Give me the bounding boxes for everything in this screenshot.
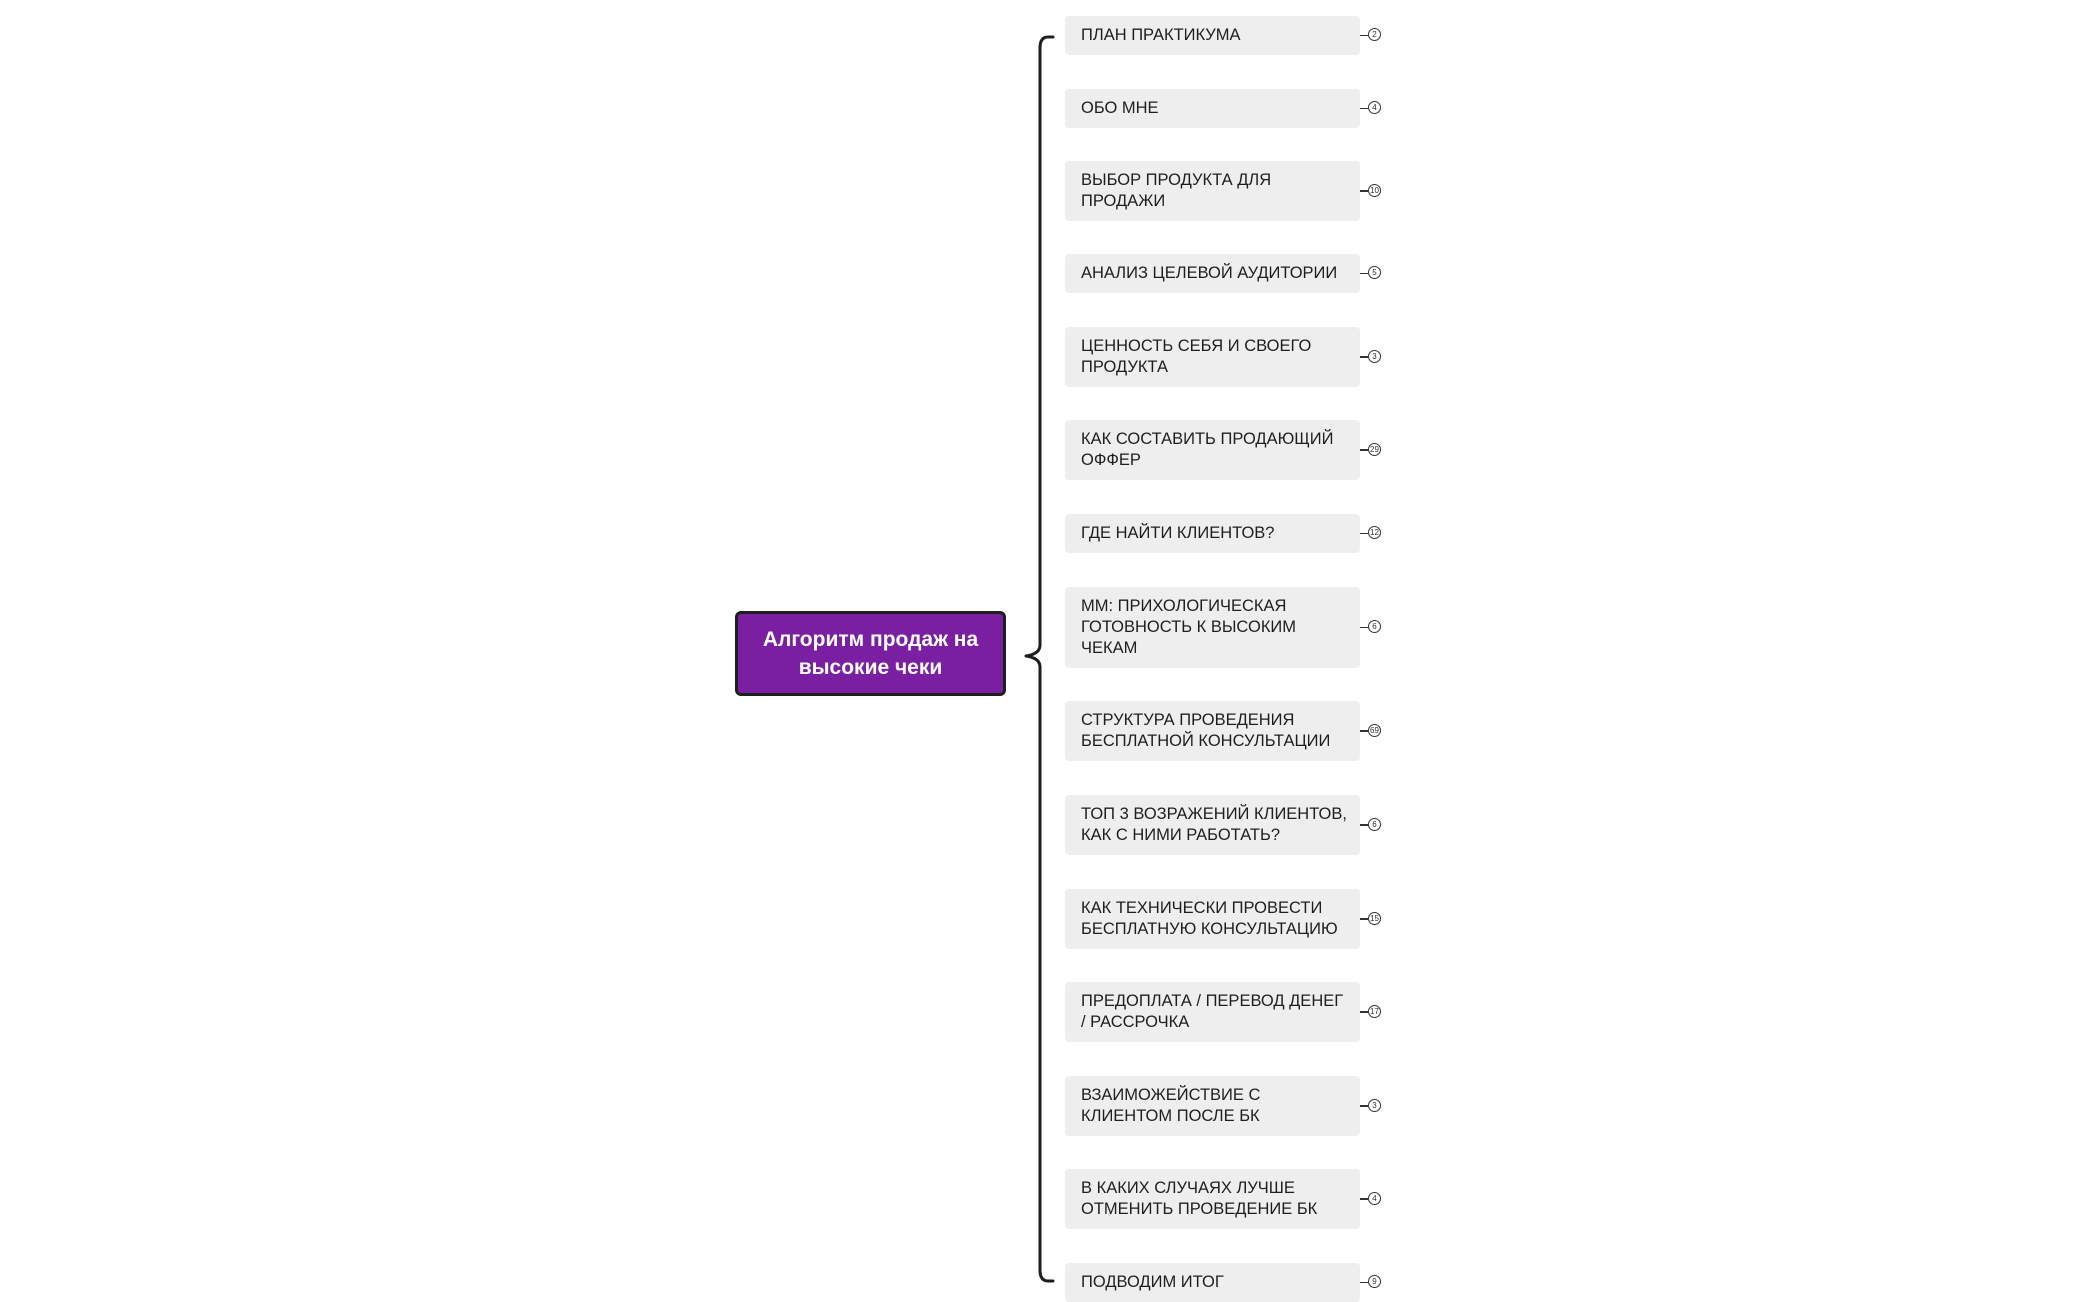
- subtopic-node[interactable]: [1065, 587, 1377, 668]
- collapsed-count-badge[interactable]: 5: [1368, 266, 1381, 279]
- collapsed-count-badge[interactable]: 3: [1368, 1099, 1381, 1112]
- collapsed-count-badge[interactable]: 17: [1368, 1005, 1381, 1018]
- subtopic-node[interactable]: [1065, 327, 1377, 387]
- collapsed-count-badge[interactable]: 3: [1368, 350, 1381, 363]
- collapse-connector: [1360, 1198, 1368, 1200]
- collapse-connector: [1360, 449, 1368, 451]
- collapsed-count-badge[interactable]: 69: [1368, 724, 1381, 737]
- subtopic-label: ОБО МНЕ: [1081, 99, 1159, 117]
- subtopic-label: АНАЛИЗ ЦЕЛЕВОЙ АУДИТОРИИ: [1081, 264, 1338, 282]
- collapsed-count-badge[interactable]: 10: [1368, 184, 1381, 197]
- collapsed-count-badge[interactable]: 12: [1368, 526, 1381, 539]
- subtopic-label: ВЗАИМОЖЕЙСТВИЕ С КЛИЕНТОМ ПОСЛЕ БК: [1081, 1086, 1261, 1125]
- subtopic-node[interactable]: [1065, 420, 1379, 480]
- subtopic-node[interactable]: [1065, 16, 1377, 55]
- subtopic-node[interactable]: [1065, 795, 1377, 855]
- collapse-connector: [1360, 356, 1368, 358]
- subtopic-label: В КАКИХ СЛУЧАЯХ ЛУЧШЕ ОТМЕНИТЬ ПРОВЕДЕНИЕ БК: [1081, 1179, 1318, 1218]
- collapse-connector: [1360, 190, 1368, 192]
- subtopic-label: ПОДВОДИМ ИТОГ: [1081, 1273, 1224, 1291]
- collapsed-count-badge[interactable]: 9: [1368, 1275, 1381, 1288]
- subtopic-label: ПЛАН ПРАКТИКУМА: [1081, 26, 1241, 44]
- subtopic-node[interactable]: [1065, 514, 1379, 553]
- collapse-connector: [1360, 108, 1368, 110]
- subtopic-label: ММ: ПРИХОЛОГИЧЕСКАЯ ГОТОВНОСТЬ К ВЫСОКИМ ЧЕКАМ: [1081, 597, 1297, 657]
- collapse-connector: [1360, 918, 1368, 920]
- subtopic-label: СТРУКТУРА ПРОВЕДЕНИЯ БЕСПЛАТНОЙ КОНСУЛЬТАЦИИ: [1081, 711, 1331, 750]
- subtopic-label: ТОП 3 ВОЗРАЖЕНИЙ КЛИЕНТОВ, КАК С НИМИ РАБОТАТЬ?: [1081, 805, 1347, 844]
- collapse-connector: [1360, 824, 1368, 826]
- subtopic-node[interactable]: [1065, 889, 1379, 949]
- collapsed-count-badge[interactable]: 6: [1368, 818, 1381, 831]
- subtopic-label: ВЫБОР ПРОДУКТА ДЛЯ ПРОДАЖИ: [1081, 171, 1272, 210]
- subtopic-node[interactable]: [1065, 89, 1377, 128]
- subtopic-node[interactable]: [1065, 1263, 1377, 1302]
- subtopic-node[interactable]: [1065, 982, 1379, 1042]
- subtopic-label: КАК ТЕХНИЧЕСКИ ПРОВЕСТИ БЕСПЛАТНУЮ КОНСУЛЬТАЦИЮ: [1081, 899, 1338, 938]
- collapsed-count-badge[interactable]: 2: [1368, 28, 1381, 41]
- subtopic-label: КАК СОСТАВИТЬ ПРОДАЮЩИЙ ОФФЕР: [1081, 430, 1334, 469]
- collapse-connector: [1360, 730, 1368, 732]
- root-topic-label: Алгоритм продаж на высокие чеки: [762, 627, 979, 679]
- subtopic-node[interactable]: [1065, 161, 1379, 221]
- collapse-connector: [1360, 273, 1368, 275]
- subtopic-label: ГДЕ НАЙТИ КЛИЕНТОВ?: [1081, 524, 1275, 542]
- collapsed-count-badge[interactable]: 6: [1368, 620, 1381, 633]
- subtopic-node[interactable]: [1065, 1076, 1377, 1136]
- collapse-connector: [1360, 35, 1368, 37]
- subtopic-node[interactable]: [1065, 1169, 1377, 1229]
- collapse-connector: [1360, 627, 1368, 629]
- subtopic-node[interactable]: [1065, 701, 1379, 761]
- subtopic-label: ПРЕДОПЛАТА / ПЕРЕВОД ДЕНЕГ / РАССРОЧКА: [1081, 992, 1344, 1031]
- root-topic[interactable]: [735, 611, 1006, 696]
- collapse-connector: [1360, 1011, 1368, 1013]
- collapsed-count-badge[interactable]: 4: [1368, 101, 1381, 114]
- collapsed-count-badge[interactable]: 29: [1368, 443, 1381, 456]
- collapse-connector: [1360, 1105, 1368, 1107]
- collapsed-count-badge[interactable]: 15: [1368, 912, 1381, 925]
- collapse-connector: [1360, 533, 1368, 535]
- subtopic-label: ЦЕННОСТЬ СЕБЯ И СВОЕГО ПРОДУКТА: [1081, 337, 1312, 376]
- subtopic-node[interactable]: [1065, 254, 1377, 293]
- collapsed-count-badge[interactable]: 4: [1368, 1192, 1381, 1205]
- collapse-connector: [1360, 1282, 1368, 1284]
